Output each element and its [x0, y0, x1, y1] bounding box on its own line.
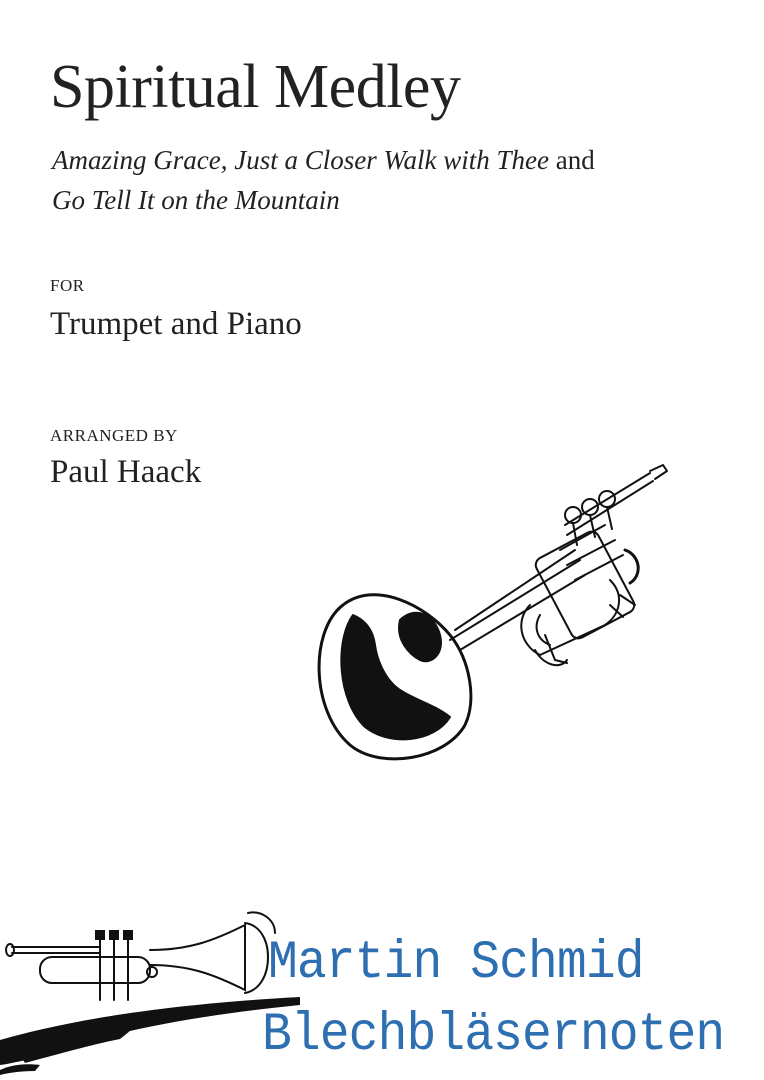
subtitle-conjunction: and — [555, 145, 595, 175]
logo-line-2: Blechbläsernoten — [262, 1005, 725, 1066]
subtitle — [52, 140, 712, 220]
logo-line-1: Martin Schmid — [268, 933, 644, 994]
subtitle-songs-part1: Amazing Grace, Just a Closer Walk with Thee — [52, 145, 549, 175]
instrumentation: Trumpet and Piano — [50, 306, 302, 342]
page-title: Spiritual Medley — [50, 53, 461, 121]
publisher-logo — [0, 905, 764, 1080]
arranger-name: Paul Haack — [50, 454, 202, 490]
trumpet-illustration — [305, 455, 675, 775]
for-label: FOR — [50, 276, 85, 295]
arranged-by-label: ARRANGED BY — [50, 426, 178, 445]
subtitle-songs-part2: Go Tell It on the Mountain — [52, 185, 340, 215]
logo-trumpet-icon — [0, 905, 300, 1080]
